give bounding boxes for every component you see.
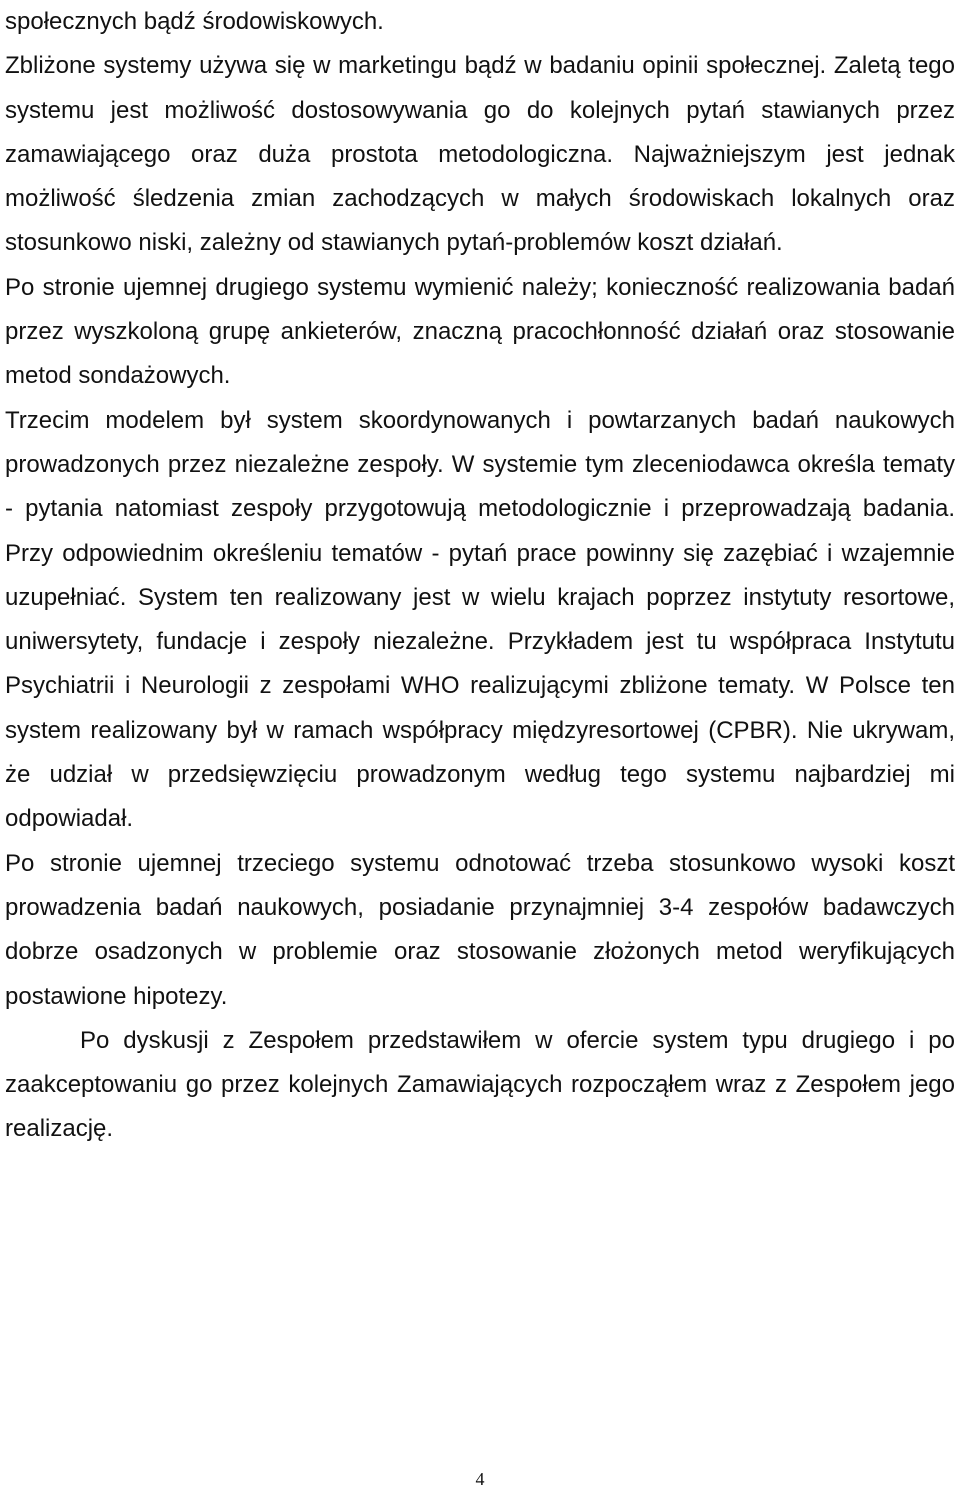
paragraph-third-system-drawbacks: Po stronie ujemnej trzeciego systemu odnotować trzeba stosunkowo wysoki koszt prowadzenia badań naukowych, posiadanie przynajmniej 3-4 zespołów badawczych dobrze osadzonych w problemie oraz stosowanie złożonych metod weryfikujących postawione hipotezy. <box>5 849 955 1010</box>
paragraph-second-system-drawbacks: Po stronie ujemnej drugiego systemu wymienić należy; konieczność realizowania badań przez wyszkoloną grupę ankieterów, znaczną pracochłonność działań oraz stosowanie metod sondażowych. <box>5 273 955 390</box>
paragraph-third-model: Trzecim modelem był system skoordynowanych i powtarzanych badań naukowych prowadzonych przez niezależne zespoły. W systemie tym zleceniodawca określa tematy - pytania natomiast zespoły przygotowują metodologicznie i przeprowadzają badania. Przy odpowiednim określeniu tematów - pytań prace powinny się zazębiać i wzajemnie uzupełniać. System ten realizowany jest w wielu krajach poprzez instytuty resortowe, uniwersytety, fundacje i zespoły niezależne. Przykładem jest tu współpraca Instytutu Psychiatrii i Neurologii z zespołami WHO realizującymi zbliżone tematy. W Polsce ten system realizowany był w ramach współpracy międzyresortowej (CPBR). Nie ukrywam, że udział w przedsięwzięciu prowadzonym według tego systemu najbardziej mi odpowiadał. <box>5 406 955 833</box>
page-number: 4 <box>475 1469 485 1489</box>
paragraph-continuation: społecznych bądź środowiskowych. <box>5 8 384 35</box>
paragraph-similar-systems: Zbliżone systemy używa się w marketingu bądź w badaniu opinii społecznej. Zaletą tego systemu jest możliwość dostosowywania go do kolejnych pytań stawianych przez zamawiającego oraz duża prostota metodologiczna. Najważniejszym jest jednak możliwość śledzenia zmian zachodzących w małych środowiskach lokalnych oraz stosunkowo niski, zależny od stawianych pytań-problemów koszt działań. <box>5 52 955 257</box>
document-body <box>5 0 955 1152</box>
paragraph-discussion: Po dyskusji z Zespołem przedstawiłem w ofercie system typu drugiego i po zaakceptowaniu go przez kolejnych Zamawiających rozpocząłem wraz z Zespołem jego realizację. <box>5 1026 955 1143</box>
